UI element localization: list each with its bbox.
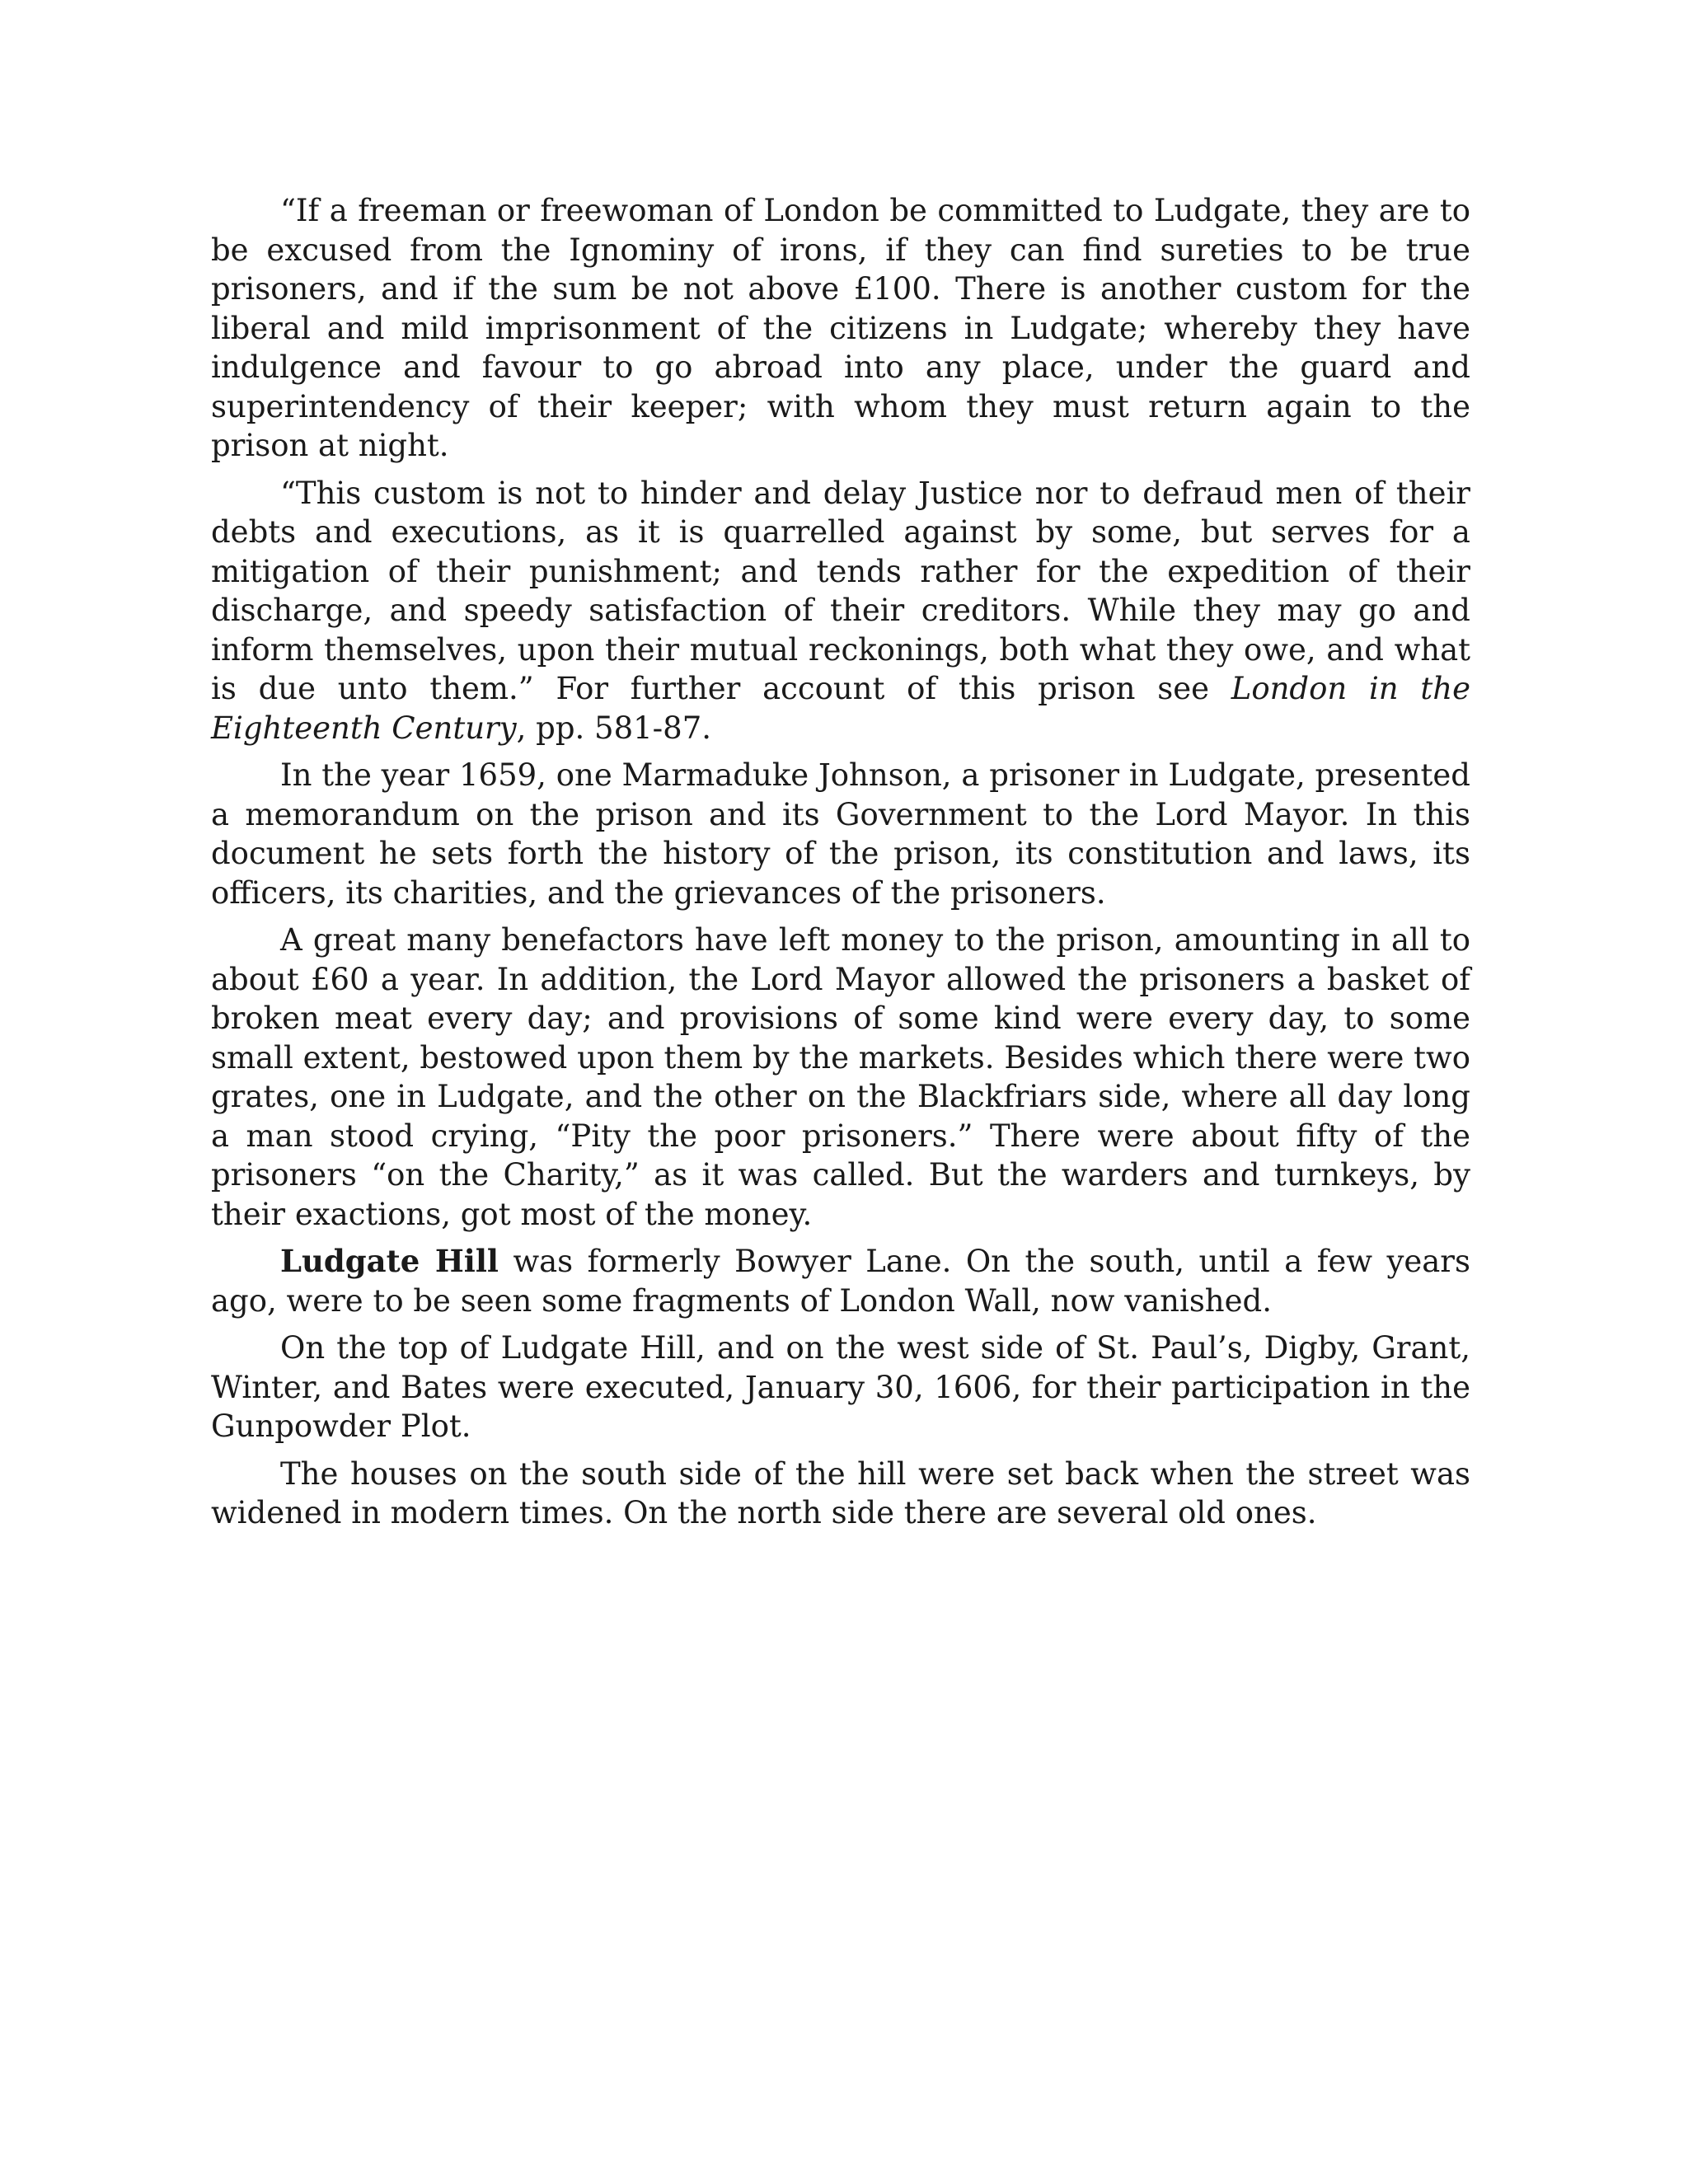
paragraph-text: “If a freeman or freewoman of London be committed to Ludgate, they are to be excused from the Ignominy of irons, if they can find sureties to be true prisoners, and if the sum be not above £100. There is another custom for the liberal and mild imprisonment of the citizens in Ludgate; whereby they have indulgence and favour to go abroad into any place, under the guard and superintendency of their keeper; with whom they must return again to the prison at night. [211, 193, 1470, 463]
paragraph-gunpowder-plot [211, 1329, 1470, 1446]
paragraph-text: “This custom is not to hinder and delay Justice nor to defraud men of their debts and executions, as it is quarrelled against by some, but serves for a mitigation of their punishment; and tends rather for the expedition of their discharge, and speedy satisfaction of their creditors. While they may go and inform themselves, upon their mutual reckonings, both what they owe, and what is due unto them.” For further account of this prison see [211, 475, 1470, 706]
book-title: London in the Eighteenth Century [211, 671, 1470, 746]
paragraph-ludgate-hill [211, 1242, 1470, 1320]
paragraph-text: , pp. 581-87. [516, 710, 712, 746]
section-heading: Ludgate Hill [280, 1243, 499, 1279]
paragraph-text: On the top of Ludgate Hill, and on the west side of St. Paul’s, Digby, Grant, Winter, and Bates were executed, January 30, 1606, for their participation in the Gunpowder Plot. [211, 1330, 1470, 1444]
document-page [211, 191, 1470, 1541]
paragraph-marmaduke-johnson [211, 756, 1470, 912]
paragraph-text: was formerly Bowyer Lane. On the south, until a few years ago, were to be seen some fragments of London Wall, now vanished. [211, 1244, 1470, 1319]
paragraph-benefactors [211, 921, 1470, 1234]
paragraph-houses [211, 1455, 1470, 1533]
paragraph-text: In the year 1659, one Marmaduke Johnson, a prisoner in Ludgate, presented a memorandum on the prison and its Government to the Lord Mayor. In this document he sets forth the history of the prison, its constitution and laws, its officers, its charities, and the grievances of the prisoners. [211, 757, 1470, 911]
paragraph-text: A great many benefactors have left money to the prison, amounting in all to about £60 a year. In addition, the Lord Mayor allowed the prisoners a basket of broken meat every day; and provisions of some kind were every day, to some small extent, bestowed upon them by the markets. Besides which there were two grates, one in Ludgate, and the other on the Blackfriars side, where all day long a man stood crying, “Pity the poor prisoners.” There were about fifty of the prisoners “on the Charity,” as it was called. But the warders and turnkeys, by their exactions, got most of the money. [211, 922, 1470, 1232]
paragraph-text: The houses on the south side of the hill were set back when the street was widened in modern times. On the north side there are several old ones. [211, 1455, 1470, 1530]
paragraph-custom [211, 474, 1470, 748]
paragraph-ludgate-freemen [211, 191, 1470, 466]
